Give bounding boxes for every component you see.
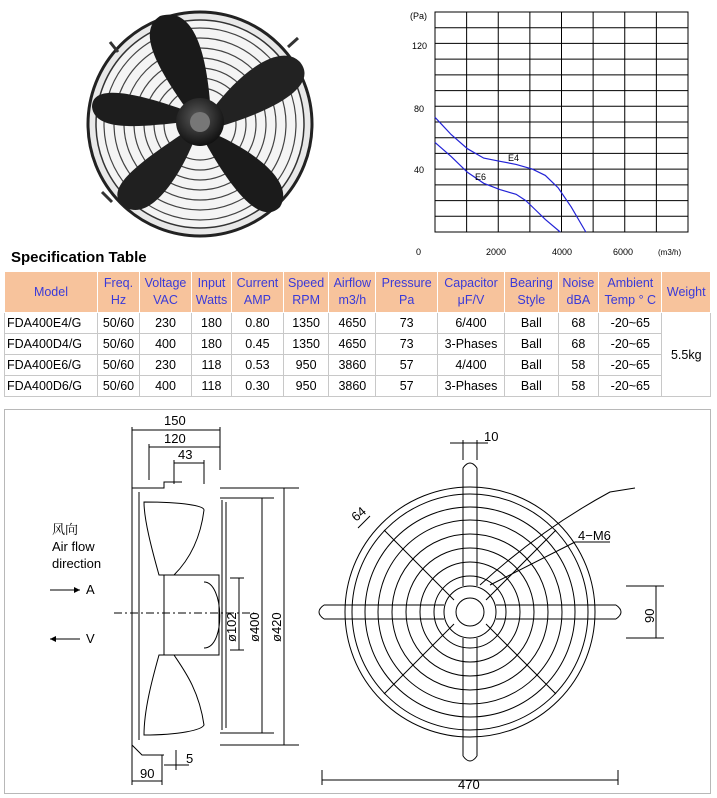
spec-row: [5, 355, 711, 376]
spec-row: [5, 376, 711, 397]
spec-cell: 4650: [329, 334, 376, 355]
spec-header-text: Pressure: [381, 276, 432, 290]
spec-cell: 950: [283, 355, 328, 376]
spec-cell: FDA400E6/G: [5, 355, 98, 376]
spec-cell: 4/400: [437, 355, 504, 376]
spec-header-text: Bearing: [509, 276, 553, 290]
spec-header-cell: [437, 272, 504, 313]
spec-cell: 73: [376, 334, 438, 355]
spec-header-text: RPM: [292, 293, 320, 307]
x-tick-label: 4000: [552, 247, 573, 257]
spec-header-text: Ambient: [607, 276, 654, 290]
y-unit-label: (Pa): [410, 11, 428, 21]
spec-cell: 68: [558, 313, 599, 334]
performance-chart: [400, 2, 700, 260]
spec-header-text: Airflow: [333, 276, 372, 290]
spec-cell: 50/60: [97, 334, 139, 355]
spec-cell: 3-Phases: [437, 376, 504, 397]
spec-header-text: Current: [236, 276, 279, 290]
spec-cell: 3860: [329, 355, 376, 376]
spec-cell: 50/60: [97, 313, 139, 334]
curve-label-e6: E6: [475, 172, 487, 182]
y-tick-label: 40: [414, 165, 425, 175]
spec-cell: 230: [140, 355, 192, 376]
spec-header-text: Noise: [562, 276, 595, 290]
spec-header-text: VAC: [153, 293, 178, 307]
spec-header-cell: [232, 272, 284, 313]
spec-header-text: Weight: [666, 284, 706, 299]
spec-cell: -20~65: [599, 334, 662, 355]
spec-header-text: μF/V: [457, 293, 485, 307]
spec-header-text: Pa: [398, 293, 415, 307]
dim-5: 5: [186, 751, 194, 766]
spec-header-cell: [5, 272, 98, 313]
spec-cell: 400: [140, 376, 192, 397]
spec-cell: 3860: [329, 376, 376, 397]
spec-header-text: Input: [197, 276, 226, 290]
spec-cell: Ball: [505, 334, 559, 355]
curve-e6: [435, 142, 560, 232]
chart-curves: [435, 117, 586, 232]
dim-10: 10: [484, 429, 499, 444]
spec-cell: 1350: [283, 334, 328, 355]
spec-table-title: Specification Table: [11, 249, 147, 266]
curve-label-e4: E4: [508, 153, 520, 163]
spec-cell: 6/400: [437, 313, 504, 334]
spec-cell: -20~65: [599, 376, 662, 397]
spec-cell: 180: [191, 334, 231, 355]
fan-product-photo: [40, 2, 350, 247]
spec-header-text: dBA: [566, 293, 591, 307]
spec-header-cell: [191, 272, 231, 313]
spec-cell: 0.30: [232, 376, 284, 397]
spec-cell: 50/60: [97, 355, 139, 376]
dim-phi102: ø102: [224, 612, 239, 642]
spec-header-text: Hz: [110, 293, 127, 307]
spec-header-cell: [97, 272, 139, 313]
spec-cell: 180: [191, 313, 231, 334]
spec-cell: 230: [140, 313, 192, 334]
spec-cell: 57: [376, 355, 438, 376]
airflow-label-en-1: Air flow: [52, 539, 95, 554]
spec-cell: FDA400D4/G: [5, 334, 98, 355]
spec-header-cell: [376, 272, 438, 313]
spec-cell: 400: [140, 334, 192, 355]
spec-header-text: Watts: [195, 293, 228, 307]
spec-row: [5, 334, 711, 355]
dim-150: 150: [164, 413, 186, 428]
dim-90: 90: [140, 766, 155, 781]
spec-header-text: Speed: [288, 276, 325, 290]
spec-cell: 0.53: [232, 355, 284, 376]
dim-64: 64: [348, 503, 370, 525]
spec-cell: 950: [283, 376, 328, 397]
spec-header-text: m3/h: [338, 293, 367, 307]
spec-cell: Ball: [505, 355, 559, 376]
spec-header-text: Style: [517, 293, 546, 307]
y-tick-label: 80: [414, 104, 425, 114]
spec-header-cell: [283, 272, 328, 313]
spec-cell: 1350: [283, 313, 328, 334]
airflow-label-a: A: [86, 582, 95, 597]
curve-e4: [435, 117, 586, 232]
airflow-label-cn: 风向: [52, 522, 79, 537]
dim-120: 120: [164, 431, 186, 446]
spec-header-row: [5, 272, 711, 313]
spec-cell: 4650: [329, 313, 376, 334]
spec-header-cell: [329, 272, 376, 313]
spec-header-text: Temp ° C: [604, 293, 657, 307]
dim-4m6: 4−M6: [578, 528, 611, 543]
spec-cell: 0.45: [232, 334, 284, 355]
dim-phi400: ø400: [247, 612, 262, 642]
x-tick-label: 2000: [486, 247, 507, 257]
spec-table: [4, 271, 711, 397]
spec-header-cell: [505, 272, 559, 313]
airflow-label-en-2: direction: [52, 556, 102, 571]
side-view-drawing: [14, 410, 304, 792]
spec-cell: Ball: [505, 376, 559, 397]
spec-cell: 58: [558, 355, 599, 376]
spec-cell: -20~65: [599, 313, 662, 334]
spec-cell: 3-Phases: [437, 334, 504, 355]
spec-cell: 58: [558, 376, 599, 397]
spec-cell: 50/60: [97, 376, 139, 397]
spec-cell: 73: [376, 313, 438, 334]
spec-body: [5, 313, 711, 397]
spec-header-text: Voltage: [144, 276, 187, 290]
spec-header-cell: [140, 272, 192, 313]
spec-cell: FDA400E4/G: [5, 313, 98, 334]
x-tick-label: 6000: [613, 247, 634, 257]
spec-cell: 57: [376, 376, 438, 397]
spec-cell: Ball: [505, 313, 559, 334]
dim-470: 470: [458, 777, 480, 792]
spec-header-text: Model: [33, 284, 68, 299]
chart-grid: [435, 12, 688, 232]
spec-cell: 68: [558, 334, 599, 355]
x-unit-label: (m3/h): [658, 248, 682, 257]
spec-header-text: AMP: [243, 293, 271, 307]
spec-header-cell: [662, 272, 711, 313]
spec-cell: 0.80: [232, 313, 284, 334]
dim-43: 43: [178, 447, 193, 462]
airflow-label-v: V: [86, 631, 95, 646]
x-tick-label: 0: [416, 247, 422, 257]
spec-header-text: Freq.: [103, 276, 134, 290]
dim-phi420: ø420: [269, 612, 284, 642]
spec-weight-cell: 5.5kg: [662, 313, 711, 397]
spec-cell: FDA400D6/G: [5, 376, 98, 397]
spec-cell: -20~65: [599, 355, 662, 376]
front-view-drawing: [310, 410, 710, 792]
spec-cell: 118: [191, 376, 231, 397]
spec-header-cell: [558, 272, 599, 313]
dim-90-front: 90: [642, 608, 657, 623]
y-tick-label: 120: [412, 41, 428, 51]
spec-cell: 118: [191, 355, 231, 376]
spec-row: [5, 313, 711, 334]
spec-header-text: Capacitor: [444, 276, 498, 290]
spec-header-cell: [599, 272, 662, 313]
